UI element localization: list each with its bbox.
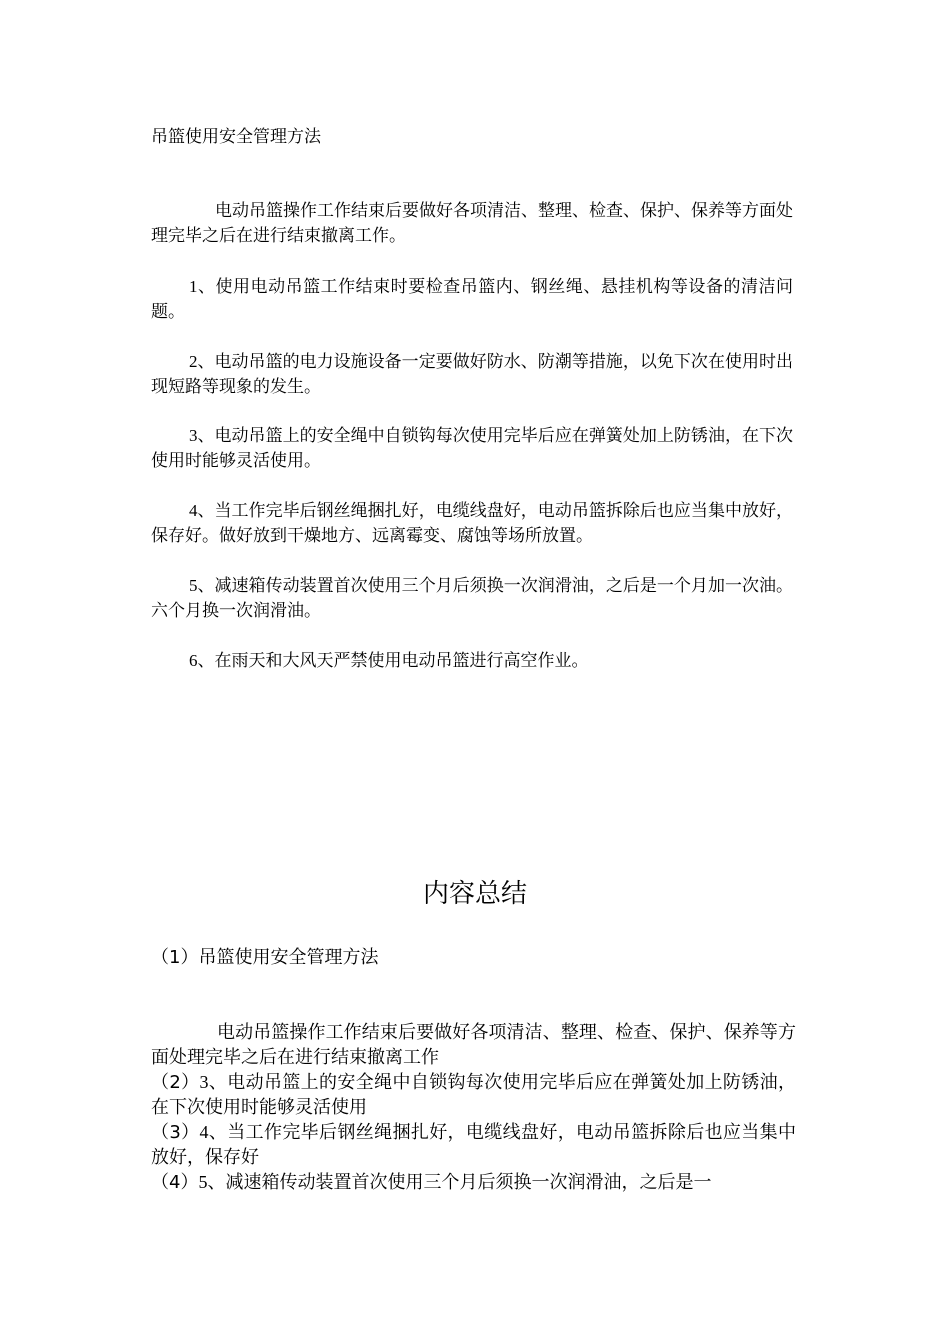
summary-line: （1）吊篮使用安全管理方法: [151, 947, 379, 968]
summary-prefix: （3）: [151, 1122, 200, 1143]
list-item: [151, 573, 793, 624]
item-number: 4: [189, 501, 198, 520]
summary-number: 5: [198, 1172, 208, 1192]
summary-line: [151, 1170, 796, 1195]
list-item: [151, 274, 793, 325]
list-item: [151, 349, 793, 400]
summary-number: 4: [199, 1122, 209, 1142]
summary-text: 、电动吊篮上的安全绳中自锁钩每次使用完毕后应在弹簧处加上防锈油，在下次使用时能够灵活使用: [151, 1072, 796, 1118]
item-text: 、电动吊篮上的安全绳中自锁钩每次使用完毕后应在弹簧处加上防锈油，在下次使用时能够灵活使用。: [151, 426, 793, 471]
item-number: 1: [189, 277, 198, 296]
summary-text: 、当工作完毕后钢丝绳捆扎好，电缆线盘好，电动吊篮拆除后也应当集中放好，保存好: [151, 1122, 796, 1168]
item-number: 3: [189, 426, 198, 445]
summary-intro: 电动吊篮操作工作结束后要做好各项清洁、整理、检查、保护、保养等方面处理完毕之后在进行结束撤离工作: [151, 1022, 796, 1068]
item-text: 、使用电动吊篮工作结束时要检查吊篮内、钢丝绳、悬挂机构等设备的清洁问题。: [151, 277, 793, 322]
intro-paragraph: 电动吊篮操作工作结束后要做好各项清洁、整理、检查、保护、保养等方面处理完毕之后在进行结束撤离工作。: [151, 201, 793, 246]
item-number: 6: [189, 651, 198, 670]
summary-line: [151, 1070, 796, 1120]
summary-number: 3: [199, 1072, 209, 1092]
list-item: [151, 648, 793, 674]
item-text: 、减速箱传动装置首次使用三个月后须换一次润滑油，之后是一个月加一次油。六个月换一次润滑油。: [151, 576, 793, 621]
list-item: [151, 423, 793, 474]
summary-prefix: （4）: [151, 1172, 199, 1193]
item-number: 2: [189, 352, 198, 371]
summary-prefix: （2）: [151, 1072, 200, 1093]
list-item: [151, 498, 793, 549]
summary-line: [151, 1120, 796, 1170]
item-text: 、电动吊篮的电力设施设备一定要做好防水、防潮等措施，以免下次在使用时出现短路等现象的发生。: [151, 352, 793, 397]
item-number: 5: [189, 576, 198, 595]
item-text: 、当工作完毕后钢丝绳捆扎好，电缆线盘好，电动吊篮拆除后也应当集中放好，保存好。做好放到干燥地方、远离霉变、腐蚀等场所放置。: [151, 501, 793, 546]
item-text: 、在雨天和大风天严禁使用电动吊篮进行高空作业。: [197, 651, 589, 671]
document-title: 吊篮使用安全管理方法: [151, 127, 321, 147]
summary-text: 、减速箱传动装置首次使用三个月后须换一次润滑油，之后是一: [207, 1172, 712, 1193]
summary-heading: 内容总结: [422, 879, 527, 909]
